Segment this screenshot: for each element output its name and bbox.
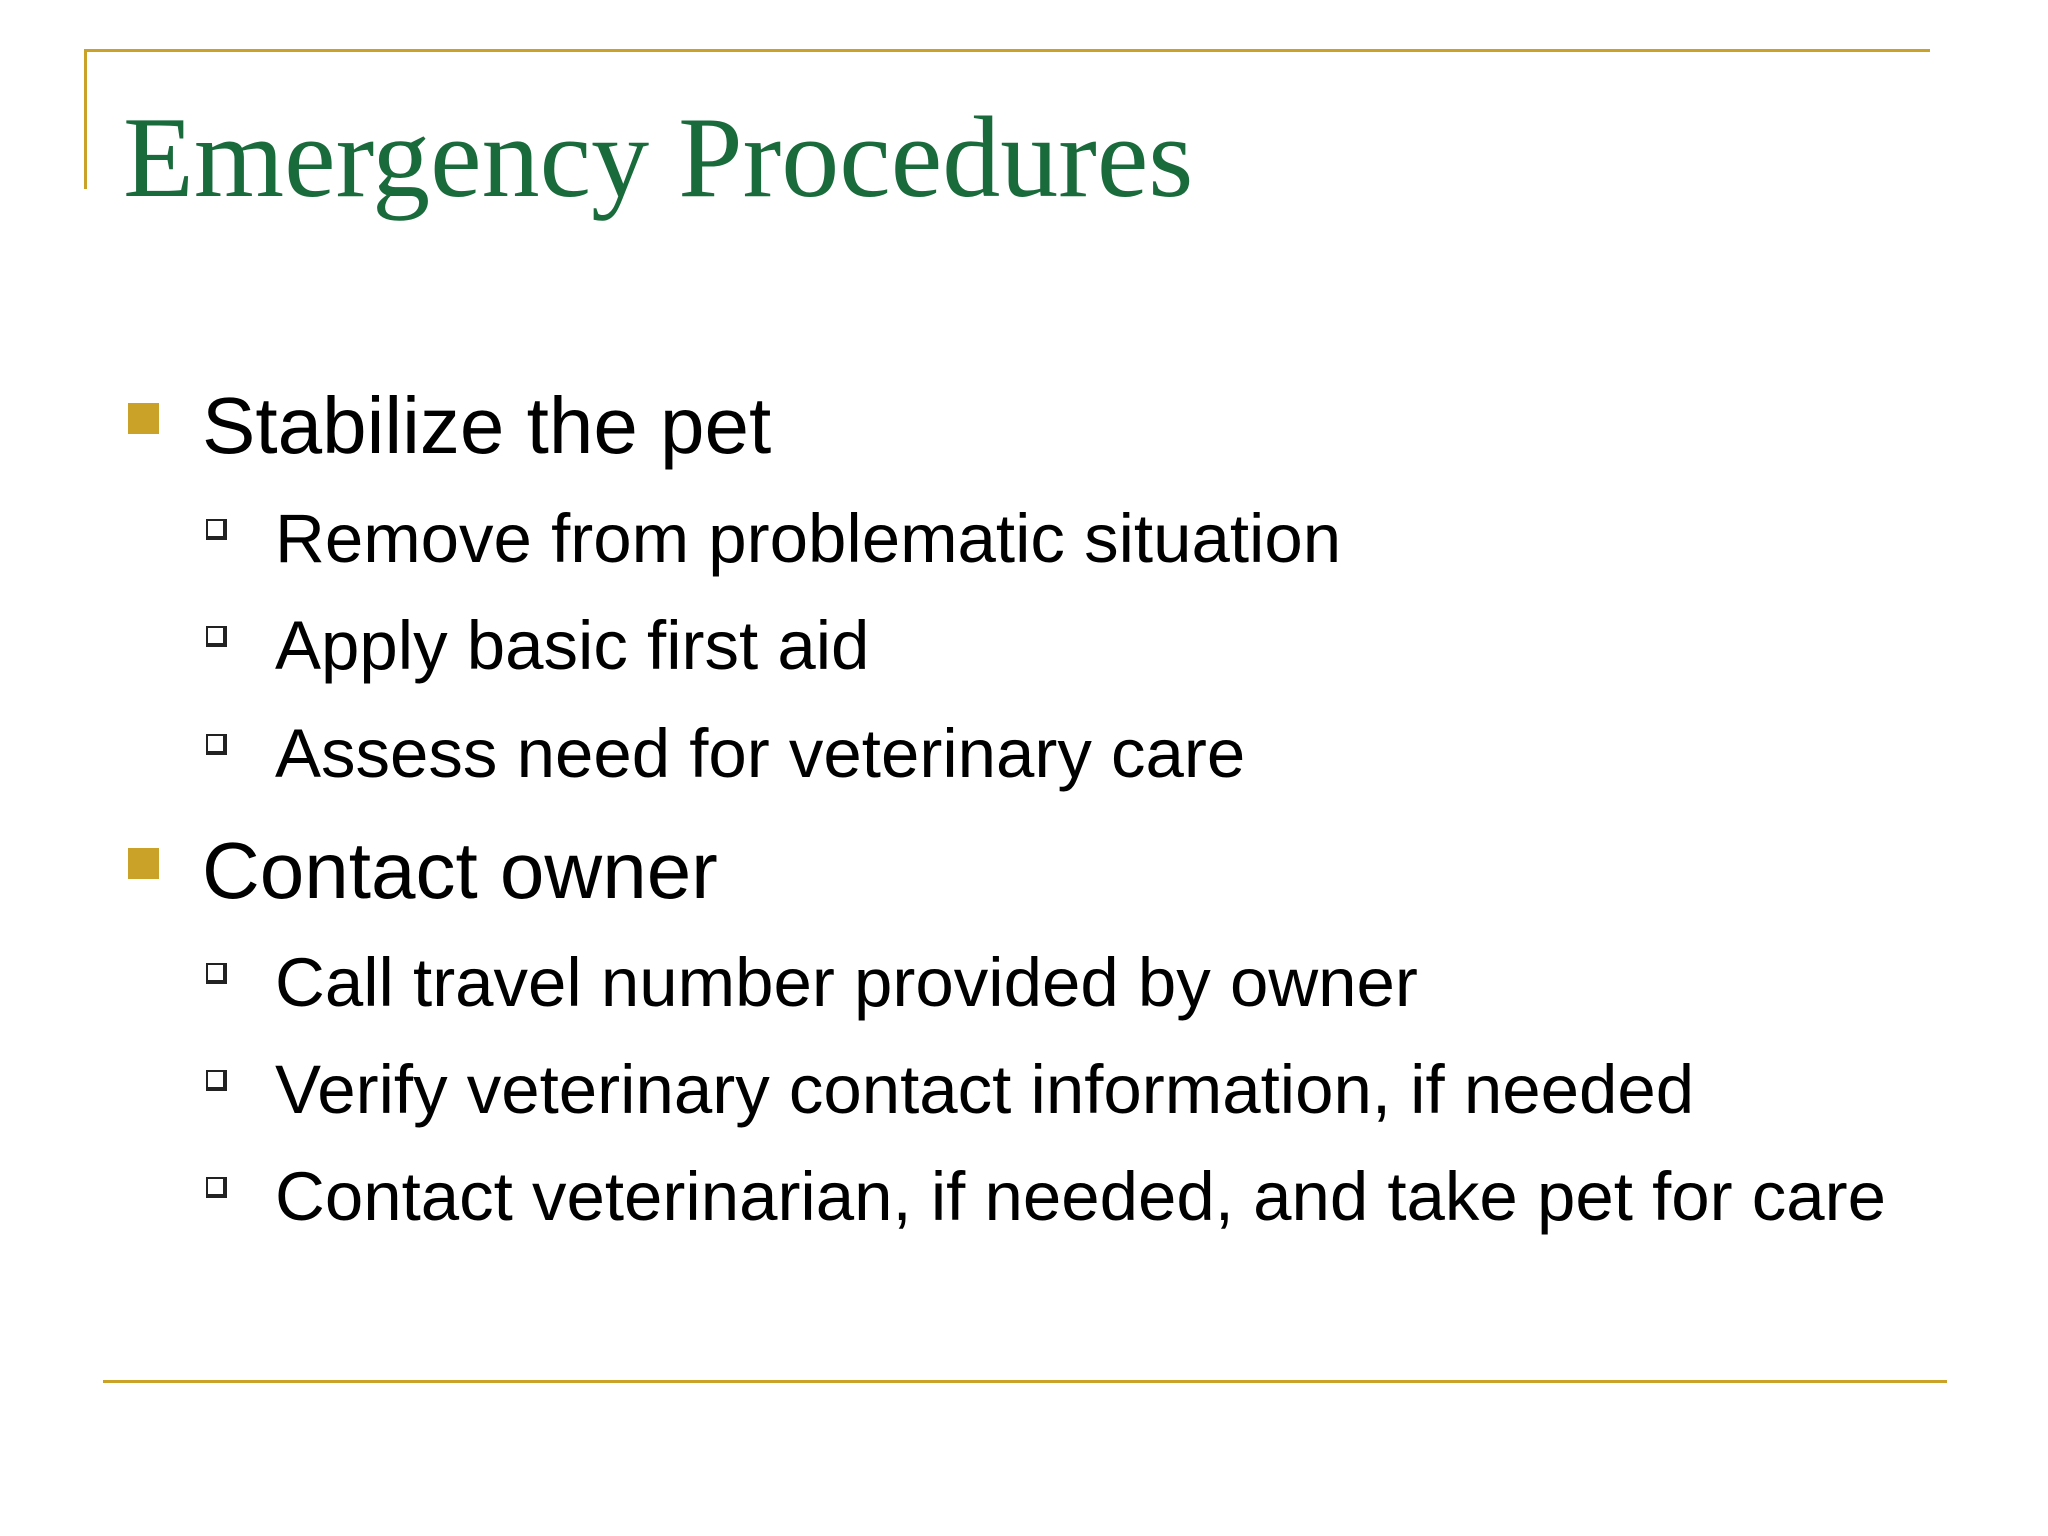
hollow-box-bullet-icon: [206, 734, 227, 755]
hollow-box-bullet-icon: [206, 963, 227, 984]
bullet-item: Contact owner: [202, 826, 718, 915]
filled-square-bullet-icon: [128, 403, 159, 434]
sub-bullet-item: Remove from problematic situation: [275, 500, 1342, 577]
sub-bullet-item: Assess need for veterinary care: [275, 715, 1246, 792]
sub-bullet-item: Contact veterinarian, if needed, and take pet for care: [275, 1158, 1886, 1235]
hollow-box-bullet-icon: [206, 1070, 227, 1091]
bottom-border-line: [103, 1380, 1947, 1383]
sub-bullet-item: Call travel number provided by owner: [275, 944, 1418, 1021]
hollow-box-bullet-icon: [206, 519, 227, 540]
bullet-item: Stabilize the pet: [202, 381, 772, 470]
hollow-box-bullet-icon: [206, 626, 227, 647]
sub-bullet-item: Verify veterinary contact information, if needed: [275, 1051, 1695, 1128]
filled-square-bullet-icon: [128, 848, 159, 879]
hollow-box-bullet-icon: [206, 1177, 227, 1198]
sub-bullet-item: Apply basic first aid: [275, 607, 870, 684]
slide-title: Emergency Procedures: [123, 94, 1194, 222]
